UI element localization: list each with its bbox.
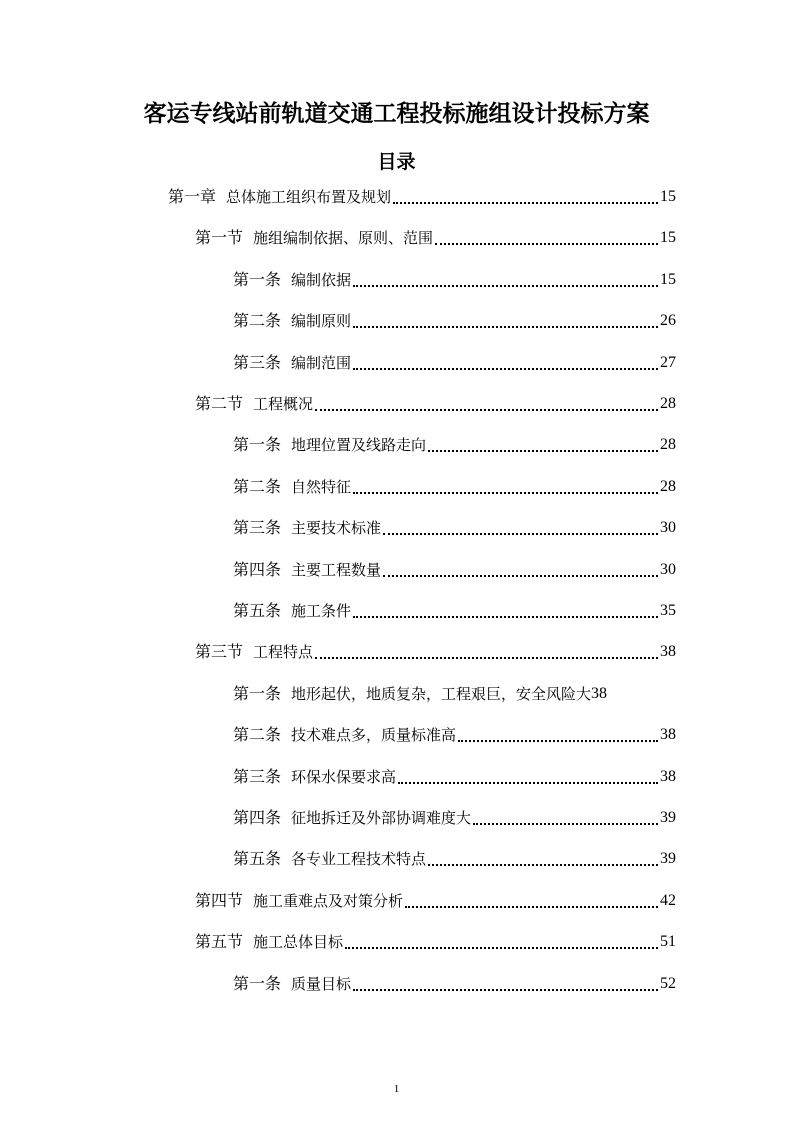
toc-entry-heading: 主要工程数量 [291, 560, 382, 579]
dot-leader [435, 241, 658, 245]
toc-entry[interactable] [233, 267, 676, 293]
toc-entry-label: 第四条 [233, 559, 282, 579]
toc-entry[interactable] [233, 432, 676, 458]
toc-entry-page: 15 [660, 188, 676, 205]
dot-leader [353, 614, 658, 618]
toc-entry-page: 27 [660, 353, 676, 371]
toc-entry-heading: 编制依据 [291, 270, 352, 289]
dot-leader [353, 283, 658, 287]
toc-entry-heading: 编制范围 [291, 353, 352, 372]
toc-entry-heading: 征地拆迁及外部协调难度大 [291, 809, 472, 827]
toc-entry-label: 第五条 [233, 849, 282, 869]
dot-leader [398, 780, 658, 784]
dot-leader [315, 655, 658, 659]
toc-entry[interactable] [233, 846, 676, 872]
toc-entry-page: 42 [660, 891, 676, 909]
dot-leader [383, 531, 658, 535]
toc-entry-heading: 技术难点多，质量标准高 [291, 726, 457, 745]
toc-entry-page: 15 [660, 229, 676, 247]
toc-entry[interactable] [168, 184, 676, 210]
toc-entry[interactable] [233, 350, 676, 376]
toc-entry[interactable] [195, 639, 676, 665]
toc-entry[interactable] [195, 888, 676, 914]
toc-entry[interactable] [233, 764, 676, 790]
toc-entry-heading: 施工条件 [291, 602, 352, 620]
toc-entry-page: 38 [591, 684, 608, 702]
page-number: 1 [393, 1083, 400, 1095]
toc-entry-label: 第三条 [233, 766, 282, 786]
dot-leader [393, 200, 658, 204]
toc-entry-label: 第一条 [233, 435, 282, 455]
toc-entry-page: 39 [660, 809, 676, 826]
toc-entry-page: 38 [660, 643, 676, 661]
toc-entry[interactable] [233, 598, 676, 624]
toc-entry-heading: 主要技术标准 [291, 519, 382, 538]
toc-entry-page: 51 [660, 933, 676, 951]
toc-entry-label: 第五条 [233, 601, 282, 620]
toc-entry-heading: 施工总体目标 [253, 933, 344, 952]
toc-heading: 目录 [377, 151, 416, 173]
toc-entry[interactable] [233, 971, 676, 997]
toc-entry-page: 26 [660, 312, 676, 330]
toc-entry[interactable] [233, 557, 676, 583]
toc-entry-label: 第二节 [195, 394, 244, 413]
toc-entry-label: 第一节 [195, 228, 244, 248]
toc-entry-label: 第一条 [233, 973, 282, 993]
toc-entry-page: 39 [660, 850, 676, 868]
toc-entry-page: 52 [660, 974, 676, 992]
toc-entry[interactable] [233, 805, 676, 831]
toc-entry-label: 第四节 [195, 890, 244, 910]
toc-entry-label: 第一章 [168, 187, 217, 206]
toc-entry[interactable] [233, 515, 676, 541]
toc-entry[interactable] [233, 308, 676, 334]
toc-entry[interactable] [233, 722, 676, 748]
dot-leader [315, 407, 658, 411]
toc-entry-page: 38 [660, 767, 676, 785]
toc-entry-page: 38 [660, 726, 676, 744]
toc-entry[interactable] [233, 474, 676, 500]
toc-entry-heading: 自然特征 [291, 477, 352, 496]
toc-entry-heading: 施工重难点及对策分析 [253, 891, 404, 910]
dot-leader [428, 862, 658, 866]
toc-entry-heading: 地理位置及线路走向 [291, 436, 427, 455]
dot-leader [383, 573, 658, 577]
toc-entry-page: 28 [660, 395, 676, 412]
dot-leader [458, 738, 658, 742]
dot-leader [353, 324, 658, 328]
toc-entry-page: 15 [660, 270, 676, 288]
dot-leader [353, 490, 658, 494]
toc-entry-label: 第二条 [233, 476, 282, 496]
dot-leader [353, 366, 658, 370]
document-title: 客运专线站前轨道交通工程投标施组设计投标方案 [143, 101, 650, 127]
toc-entry[interactable] [195, 391, 676, 417]
toc-entry-page: 30 [660, 560, 676, 578]
toc-entry-heading: 质量目标 [291, 974, 352, 993]
toc-entry-heading: 工程概况 [253, 395, 314, 413]
toc-entry[interactable] [195, 225, 676, 251]
toc-entry-label: 第二条 [233, 725, 282, 745]
toc-entry-label: 第三节 [195, 642, 244, 662]
toc-entry-heading: 各专业工程技术特点 [291, 850, 427, 869]
toc-entry-label: 第三条 [233, 352, 282, 372]
toc-entry-page: 35 [660, 602, 676, 619]
toc-entry-label: 第一条 [233, 683, 282, 703]
toc-entry-label: 第五节 [195, 932, 244, 952]
toc-entry-page: 28 [660, 436, 676, 454]
toc-entry-heading: 环保水保要求高 [291, 767, 397, 786]
toc-entry-page: 30 [660, 519, 676, 537]
toc-entry-label: 第二条 [233, 311, 282, 331]
toc-entry-label: 第四条 [233, 808, 282, 827]
dot-leader [345, 945, 658, 949]
dot-leader [473, 821, 658, 825]
toc-entry[interactable] [233, 681, 676, 707]
toc-entry-label: 第一条 [233, 269, 282, 289]
toc-entry-label: 第三条 [233, 518, 282, 538]
toc-entry-heading: 施组编制依据、原则、范围 [253, 229, 434, 248]
dot-leader [353, 987, 658, 991]
toc-entry[interactable] [195, 929, 676, 955]
toc-entry-heading: 工程特点 [253, 643, 314, 662]
dot-leader [428, 448, 658, 452]
toc-entry-heading: 地形起伏，地质复杂，工程艰巨，安全风险大 [291, 684, 592, 703]
toc-entry-page: 28 [660, 477, 676, 495]
toc-entry-heading: 编制原则 [291, 312, 352, 331]
toc-entry-heading: 总体施工组织布置及规划 [226, 188, 392, 206]
dot-leader [405, 904, 658, 908]
